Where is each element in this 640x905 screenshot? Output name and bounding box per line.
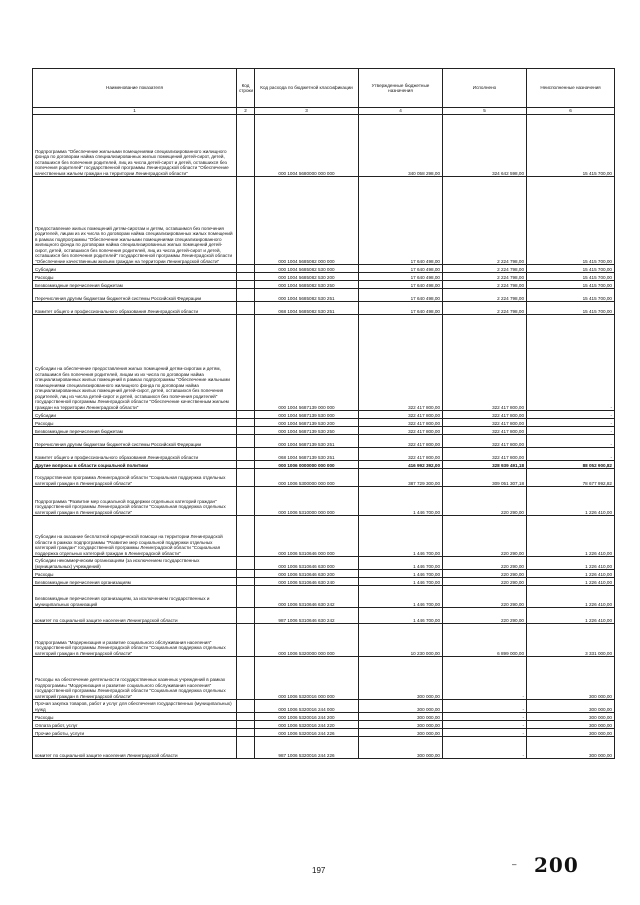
row-name: Подпрограмма "Модернизация и развитие социального обслуживания населения" государственной программы Ленинградской области "Социальная поддержка отдельных категорий граждан в Ленинградской области" (33, 624, 237, 657)
row-unexecuted: 15 415 700,00 (527, 273, 615, 281)
row-name: Предоставление жилых помещений детям-сиротам и детям, оставшимся без попечения родителей, лицам из их числа по договорам найма специализированных жилых помещений в рамках подпрограммы "Обеспечение жильными помещениями специализированного жилищного фонда по договорам найма специализированных жилых помещений детей-сирот, детей, оставшихся без попечения родителей, лиц из числа детей-сирот и детей, оставшихся без попечения родителей" государственной программы Ленинградской области "Обеспечение качественным жильем граждан на территории Ленинградской области" (33, 177, 237, 265)
table-row (33, 557, 615, 570)
row-approved: 322 417 800,00 (359, 448, 443, 461)
row-unexecuted: 15 415 700,00 (527, 281, 615, 289)
row-unexecuted: 15 415 700,00 (527, 115, 615, 177)
row-executed: 2 224 798,00 (443, 177, 527, 265)
table-row (33, 608, 615, 624)
row-executed: - (443, 737, 527, 759)
row-name: Подпрограмма "Развитие мер социальной поддержки отдельных категорий граждан" государственной программы Ленинградской области "Социальная поддержка отдельных категорий граждан в Ленинградской области" (33, 487, 237, 516)
row-budget-code: 000 1004 5685082 530 200 (255, 273, 359, 281)
row-executed: 2 224 798,00 (443, 281, 527, 289)
row-name: Перечисления другим бюджетам бюджетной системы Российской Федерации (33, 289, 237, 302)
table-row (33, 713, 615, 721)
header-name: Наименование показателя (33, 69, 237, 108)
table-row (33, 427, 615, 435)
table-header-row (33, 69, 615, 108)
row-line-code (237, 427, 255, 435)
row-approved: 387 729 300,00 (359, 469, 443, 487)
row-budget-code: 000 1006 5320016 244 220 (255, 721, 359, 729)
row-name: Субсидии (33, 411, 237, 419)
table-row (33, 273, 615, 281)
row-approved: 300 000,00 (359, 700, 443, 713)
column-number: 5 (443, 108, 527, 115)
row-unexecuted: 88 052 900,82 (527, 461, 615, 469)
table-row (33, 721, 615, 729)
table-row (33, 487, 615, 516)
header-line-code: Код строки (237, 69, 255, 108)
row-budget-code: 000 1004 5687139 530 251 (255, 435, 359, 448)
row-name: Расходы (33, 570, 237, 578)
row-executed: 220 290,00 (443, 487, 527, 516)
row-unexecuted: 1 226 410,00 (527, 557, 615, 570)
row-line-code (237, 737, 255, 759)
row-approved: 17 640 498,00 (359, 265, 443, 273)
row-budget-code: 000 1006 5310646 630 242 (255, 586, 359, 608)
row-approved: 17 640 498,00 (359, 302, 443, 315)
row-budget-code: 000 1006 5310646 630 200 (255, 570, 359, 578)
row-executed: 322 417 800,00 (443, 448, 527, 461)
table-row (33, 657, 615, 700)
row-name: Безвозмездные перечисления бюджетам (33, 427, 237, 435)
row-budget-code: 000 1006 5310646 630 240 (255, 578, 359, 586)
column-number: 3 (255, 108, 359, 115)
row-unexecuted: 78 677 992,82 (527, 469, 615, 487)
row-approved: 322 417 800,00 (359, 315, 443, 411)
row-line-code (237, 265, 255, 273)
row-line-code (237, 289, 255, 302)
row-name: Комитет общего и профессионального образования Ленинградской области (33, 302, 237, 315)
table-row (33, 411, 615, 419)
row-name: Расходы (33, 273, 237, 281)
row-approved: 1 446 700,00 (359, 570, 443, 578)
row-executed: 322 417 800,00 (443, 419, 527, 427)
row-name: комитет по социальной защите населения Ленинградской области (33, 608, 237, 624)
row-approved: 322 417 800,00 (359, 435, 443, 448)
row-budget-code: 987 1006 5320016 244 226 (255, 737, 359, 759)
row-unexecuted: 300 000,00 (527, 721, 615, 729)
row-name: Субсидии на оказание бесплатной юридической помощи на территории Ленинградской области в рамках подпрограммы "Развитие мер социальной поддержки отдельных категорий граждан" государственной программы Ленинградской области "Социальная поддержка отдельных категорий граждан в Ленинградской области" (33, 516, 237, 557)
row-unexecuted: 300 000,00 (527, 700, 615, 713)
row-budget-code: 000 1006 5320016 244 000 (255, 700, 359, 713)
row-name: Перечисления другим бюджетам бюджетной системы Российской Федерации (33, 435, 237, 448)
row-budget-code: 000 1004 5680000 000 000 (255, 115, 359, 177)
row-line-code (237, 570, 255, 578)
table-row (33, 570, 615, 578)
row-line-code (237, 729, 255, 737)
row-approved: 17 640 498,00 (359, 273, 443, 281)
row-executed: 324 642 598,00 (443, 115, 527, 177)
row-line-code (237, 578, 255, 586)
row-line-code (237, 302, 255, 315)
table-row (33, 302, 615, 315)
row-budget-code: 000 1004 5687139 000 000 (255, 315, 359, 411)
row-line-code (237, 115, 255, 177)
row-approved: 300 000,00 (359, 729, 443, 737)
row-budget-code: 000 1004 5685082 530 251 (255, 289, 359, 302)
row-line-code (237, 657, 255, 700)
row-unexecuted: 15 415 700,00 (527, 289, 615, 302)
row-approved: 322 417 800,00 (359, 411, 443, 419)
row-budget-code: 000 1006 5320016 244 200 (255, 713, 359, 721)
row-executed: 2 224 798,00 (443, 265, 527, 273)
row-budget-code: 000 1004 5687139 530 200 (255, 419, 359, 427)
row-executed: 322 417 800,00 (443, 427, 527, 435)
row-name: Безвозмездные перечисления бюджетам (33, 281, 237, 289)
row-line-code (237, 516, 255, 557)
row-unexecuted: 1 226 410,00 (527, 516, 615, 557)
row-unexecuted: - (527, 411, 615, 419)
header-approved: Утвержденные бюджетные назначения (359, 69, 443, 108)
row-name: Субсидии (33, 265, 237, 273)
column-number-row (33, 108, 615, 115)
row-executed: 322 417 800,00 (443, 411, 527, 419)
table-row (33, 461, 615, 469)
row-approved: 10 230 000,00 (359, 624, 443, 657)
row-line-code (237, 608, 255, 624)
row-approved: 1 446 700,00 (359, 586, 443, 608)
header-unexecuted: Неисполненные назначения (527, 69, 615, 108)
row-budget-code: 000 1006 5310646 000 000 (255, 516, 359, 557)
row-executed: 2 224 798,00 (443, 289, 527, 302)
table-row (33, 516, 615, 557)
row-executed: 220 290,00 (443, 578, 527, 586)
row-name: Прочие работы, услуги (33, 729, 237, 737)
row-executed: 220 290,00 (443, 557, 527, 570)
row-line-code (237, 624, 255, 657)
row-name: комитет по социальной защите населения Ленинградской области (33, 737, 237, 759)
row-budget-code: 068 1004 5685082 530 251 (255, 302, 359, 315)
row-name: Другие вопросы в области социальной политики (33, 461, 237, 469)
row-name: Комитет общего и профессионального образования Ленинградской области (33, 448, 237, 461)
table-row (33, 586, 615, 608)
row-executed: 220 290,00 (443, 516, 527, 557)
table-row (33, 700, 615, 713)
row-line-code (237, 721, 255, 729)
row-budget-code: 000 1006 5320016 244 226 (255, 729, 359, 737)
row-budget-code: 000 1006 5320000 000 000 (255, 624, 359, 657)
row-executed: 2 224 798,00 (443, 302, 527, 315)
table-row (33, 177, 615, 265)
table-row (33, 435, 615, 448)
stamp-number: 200 (534, 853, 579, 877)
row-budget-code: 987 1006 5310646 630 242 (255, 608, 359, 624)
row-unexecuted: 1 226 410,00 (527, 487, 615, 516)
budget-execution-table (32, 68, 615, 759)
row-line-code (237, 315, 255, 411)
row-line-code (237, 435, 255, 448)
table-row (33, 448, 615, 461)
row-name: Подпрограмма "Обеспечение жильными помещениями специализированного жилищного фонда по договорам найма специализированных жилых помещений детей-сирот, детей, оставшихся без попечения родителей, лиц из числа детей-сирот и детей, оставшихся без попечения родителей" государственной программы Ленинградской области "Обеспечение качественным жильем граждан на территории Ленинградской области" (33, 115, 237, 177)
row-unexecuted: 300 000,00 (527, 737, 615, 759)
row-unexecuted: 15 415 700,00 (527, 302, 615, 315)
row-approved: 300 000,00 (359, 657, 443, 700)
row-budget-code: 000 1004 5687139 530 000 (255, 411, 359, 419)
row-name: Расходы (33, 419, 237, 427)
table-row (33, 578, 615, 586)
row-budget-code: 068 1004 5687139 530 251 (255, 448, 359, 461)
row-unexecuted: 1 226 410,00 (527, 578, 615, 586)
row-line-code (237, 448, 255, 461)
row-executed: - (443, 657, 527, 700)
table-row (33, 265, 615, 273)
row-line-code (237, 461, 255, 469)
row-unexecuted: - (527, 448, 615, 461)
row-executed: 220 290,00 (443, 608, 527, 624)
row-line-code (237, 713, 255, 721)
row-executed: 220 290,00 (443, 570, 527, 578)
row-approved: 1 446 700,00 (359, 516, 443, 557)
row-executed: 6 899 000,00 (443, 624, 527, 657)
row-line-code (237, 469, 255, 487)
row-approved: 17 640 498,00 (359, 289, 443, 302)
row-line-code (237, 586, 255, 608)
row-budget-code: 000 1004 5685082 000 000 (255, 177, 359, 265)
row-unexecuted: 1 226 410,00 (527, 608, 615, 624)
row-unexecuted: - (527, 427, 615, 435)
row-unexecuted: - (527, 315, 615, 411)
row-approved: 416 992 392,00 (359, 461, 443, 469)
row-executed: - (443, 721, 527, 729)
row-approved: 340 058 298,00 (359, 115, 443, 177)
row-name: Прочая закупка товаров, работ и услуг для обеспечения государственных (муниципальных) нужд (33, 700, 237, 713)
row-executed: - (443, 713, 527, 721)
row-name: Расходы на обеспечение деятельности государственных казенных учреждений в рамках подпрограммы "Модернизация и развитие социального обслуживания населения" государственной программы Ленинградской области "Социальная поддержка отдельных категорий граждан в Ленинградской области" (33, 657, 237, 700)
page-number: 197 (312, 866, 326, 875)
row-unexecuted: 300 000,00 (527, 713, 615, 721)
row-line-code (237, 557, 255, 570)
row-name: Субсидии на обеспечение предоставления жилых помещений детям-сиротам и детям, оставшимся без попечения родителей, лицам из их числа по договорам найма специализированных жилых помещений в рамках подпрограммы "Обеспечение жильными помещениями специализированного жилищного фонда по договорам найма специализированных жилых помещений детей-сирот, детей, оставшихся без попечения родителей, лиц из числа детей-сирот и детей, оставшихся без попечения родителей" государственной программы Ленинградской области "Обеспечение качественным жильем граждан на территории Ленинградской области" (33, 315, 237, 411)
table-row (33, 115, 615, 177)
row-approved: 1 446 700,00 (359, 608, 443, 624)
header-executed: Исполнено (443, 69, 527, 108)
row-budget-code: 000 1006 5310646 630 000 (255, 557, 359, 570)
row-line-code (237, 700, 255, 713)
row-line-code (237, 177, 255, 265)
row-unexecuted: - (527, 419, 615, 427)
row-approved: 322 417 800,00 (359, 427, 443, 435)
row-executed: 328 939 491,18 (443, 461, 527, 469)
table-body (33, 115, 615, 759)
row-approved: 300 000,00 (359, 737, 443, 759)
row-budget-code: 000 1006 0000000 000 000 (255, 461, 359, 469)
row-approved: 17 640 498,00 (359, 177, 443, 265)
row-unexecuted: 300 000,00 (527, 729, 615, 737)
table-row (33, 419, 615, 427)
table-row (33, 737, 615, 759)
row-approved: 300 000,00 (359, 713, 443, 721)
row-budget-code: 000 1004 5685082 530 000 (255, 265, 359, 273)
row-name: Государственная программа Ленинградской области "Социальная поддержка отдельных категорий граждан в Ленинградской области" (33, 469, 237, 487)
row-line-code (237, 411, 255, 419)
row-name: Субсидии некоммерческим организациям (за исключением государственных (муниципальных) учреждений) (33, 557, 237, 570)
row-line-code (237, 487, 255, 516)
row-name: Оплата работ, услуг (33, 721, 237, 729)
row-unexecuted: 3 331 000,00 (527, 624, 615, 657)
row-unexecuted: 1 226 410,00 (527, 586, 615, 608)
row-unexecuted: 15 415 700,00 (527, 265, 615, 273)
row-unexecuted: 15 415 700,00 (527, 177, 615, 265)
table-row (33, 315, 615, 411)
column-number: 1 (33, 108, 237, 115)
table-row (33, 729, 615, 737)
row-name: Безвозмездные перечисления организациям, за исключением государственных и муниципальных организаций (33, 586, 237, 608)
row-executed: 220 290,00 (443, 586, 527, 608)
row-approved: 300 000,00 (359, 721, 443, 729)
row-executed: - (443, 729, 527, 737)
row-unexecuted: - (527, 435, 615, 448)
report-sheet (32, 68, 614, 759)
footer-dash: – (512, 860, 517, 869)
column-number: 4 (359, 108, 443, 115)
row-executed: 309 051 307,18 (443, 469, 527, 487)
row-name: Расходы (33, 713, 237, 721)
row-line-code (237, 281, 255, 289)
row-budget-code: 000 1006 5320016 000 000 (255, 657, 359, 700)
row-executed: - (443, 700, 527, 713)
row-approved: 1 446 700,00 (359, 557, 443, 570)
column-number: 6 (527, 108, 615, 115)
row-approved: 1 446 700,00 (359, 487, 443, 516)
row-budget-code: 000 1006 5310000 000 000 (255, 487, 359, 516)
row-budget-code: 000 1004 5687139 530 250 (255, 427, 359, 435)
row-unexecuted: 300 000,00 (527, 657, 615, 700)
row-line-code (237, 419, 255, 427)
row-executed: 322 417 800,00 (443, 435, 527, 448)
table-row (33, 469, 615, 487)
header-budget-code: Код расхода по бюджетной классификации (255, 69, 359, 108)
row-executed: 322 417 800,00 (443, 315, 527, 411)
row-name: Безвозмездные перечисления организациям (33, 578, 237, 586)
table-row (33, 289, 615, 302)
column-number: 2 (237, 108, 255, 115)
row-budget-code: 000 1004 5685082 530 250 (255, 281, 359, 289)
row-unexecuted: 1 226 410,00 (527, 570, 615, 578)
row-line-code (237, 273, 255, 281)
row-budget-code: 000 1006 5300000 000 000 (255, 469, 359, 487)
table-row (33, 624, 615, 657)
row-approved: 322 417 800,00 (359, 419, 443, 427)
row-approved: 17 640 498,00 (359, 281, 443, 289)
row-executed: 2 224 798,00 (443, 273, 527, 281)
table-row (33, 281, 615, 289)
row-approved: 1 446 700,00 (359, 578, 443, 586)
